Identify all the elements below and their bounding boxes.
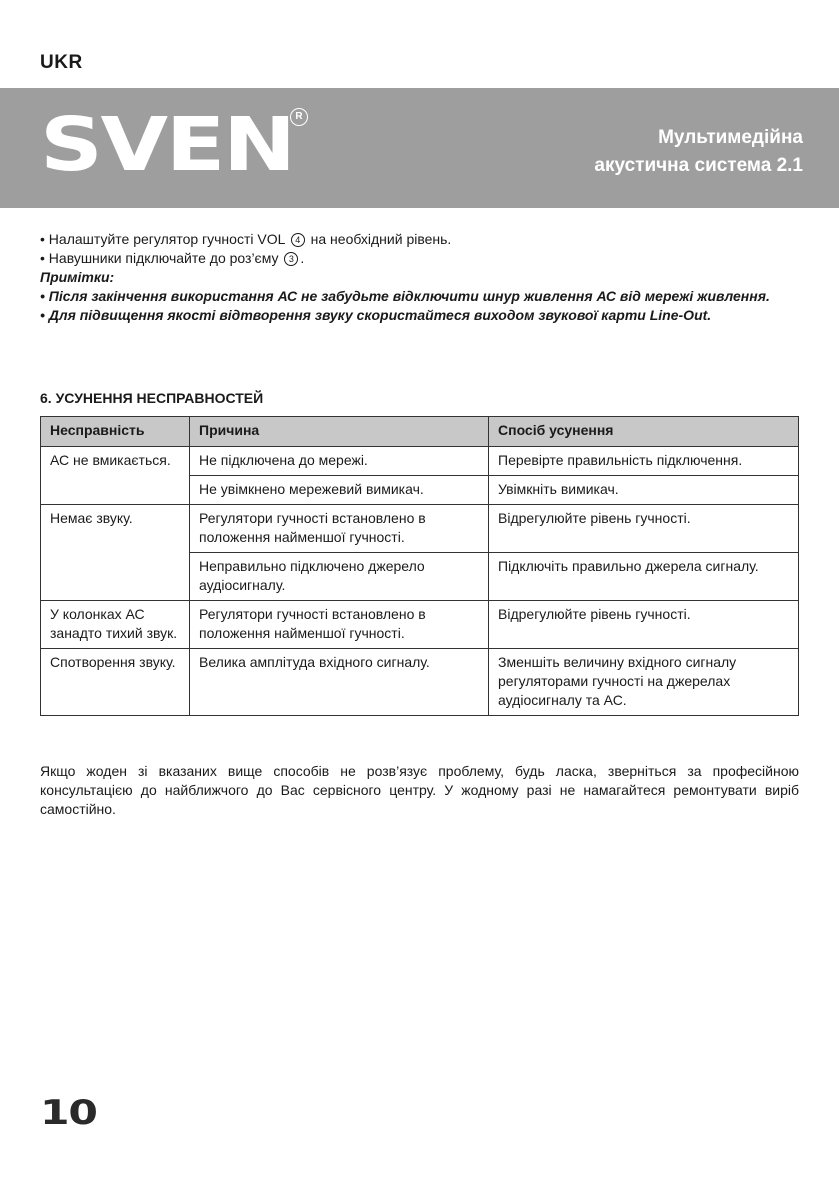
solution-cell: Увімкніть вимикач.	[489, 476, 799, 505]
solution-cell: Відрегулюйте рівень гучності.	[489, 601, 799, 649]
cause-cell: Неправильно підключено джерело аудіосигналу.	[190, 553, 489, 601]
table-row	[41, 601, 799, 649]
table-header-row	[41, 417, 799, 447]
instruction-headphones-text: • Навушники підключайте до роз’єму	[40, 250, 279, 266]
language-label: UKR	[40, 52, 83, 73]
circled-number-icon: 4	[291, 233, 305, 247]
troubleshooting-table	[40, 416, 799, 716]
table-row	[41, 649, 799, 716]
notes-title: Примітки:	[40, 269, 115, 285]
table-row	[41, 447, 799, 476]
cause-cell: Регулятори гучності встановлено в положення найменшої гучності.	[190, 601, 489, 649]
column-header-problem: Несправність	[41, 417, 190, 447]
product-title-line2: акустична система 2.1	[594, 155, 803, 176]
registered-mark-icon: R	[290, 108, 308, 126]
instructions-block	[40, 230, 800, 325]
cause-cell: Не увімкнено мережевий вимикач.	[190, 476, 489, 505]
instruction-volume-text: • Налаштуйте регулятор гучності VOL	[40, 231, 285, 247]
problem-cell: Спотворення звуку.	[41, 649, 190, 716]
product-title	[594, 124, 803, 180]
section-title: 6. УСУНЕННЯ НЕСПРАВНОСТЕЙ	[40, 390, 264, 406]
instruction-volume	[40, 230, 800, 249]
instruction-headphones	[40, 249, 800, 268]
circled-number-icon: 3	[284, 252, 298, 266]
cause-cell: Велика амплітуда вхідного сигналу.	[190, 649, 489, 716]
problem-cell: У колонках АС занадто тихий звук.	[41, 601, 190, 649]
table-row	[41, 505, 799, 553]
column-header-solution: Спосіб усунення	[489, 417, 799, 447]
note-power-cord: • Після закінчення використання АС не забудьте відключити шнур живлення АС від мережі живлення.	[40, 288, 770, 304]
page-number: 10	[40, 1093, 97, 1133]
solution-cell: Перевірте правильність підключення.	[489, 447, 799, 476]
solution-cell: Зменшіть величину вхідного сигналу регуляторами гучності на джерелах аудіосигналу та АС.	[489, 649, 799, 716]
column-header-cause: Причина	[190, 417, 489, 447]
solution-cell: Підключіть правильно джерела сигналу.	[489, 553, 799, 601]
cause-cell: Не підключена до мережі.	[190, 447, 489, 476]
sven-logo: SVEN	[40, 102, 294, 188]
problem-cell: Немає звуку.	[41, 505, 190, 601]
solution-cell: Відрегулюйте рівень гучності.	[489, 505, 799, 553]
cause-cell: Регулятори гучності встановлено в положення найменшої гучності.	[190, 505, 489, 553]
service-center-note: Якщо жоден зі вказаних вище способів не розв’язує проблему, будь ласка, зверніться за професійною консультацією до найближчого до Вас сервісного центру. У жодному разі не намагайтеся ремонтувати виріб самостійно.	[40, 763, 799, 817]
instruction-headphones-text-end: .	[300, 250, 305, 266]
product-title-line1: Мультимедійна	[658, 127, 803, 148]
instruction-volume-text-end: на необхідний рівень.	[310, 231, 452, 247]
note-line-out: • Для підвищення якості відтворення звуку скористайтеся виходом звукової карти Line-Out.	[40, 307, 712, 323]
problem-cell: АС не вмикається.	[41, 447, 190, 505]
